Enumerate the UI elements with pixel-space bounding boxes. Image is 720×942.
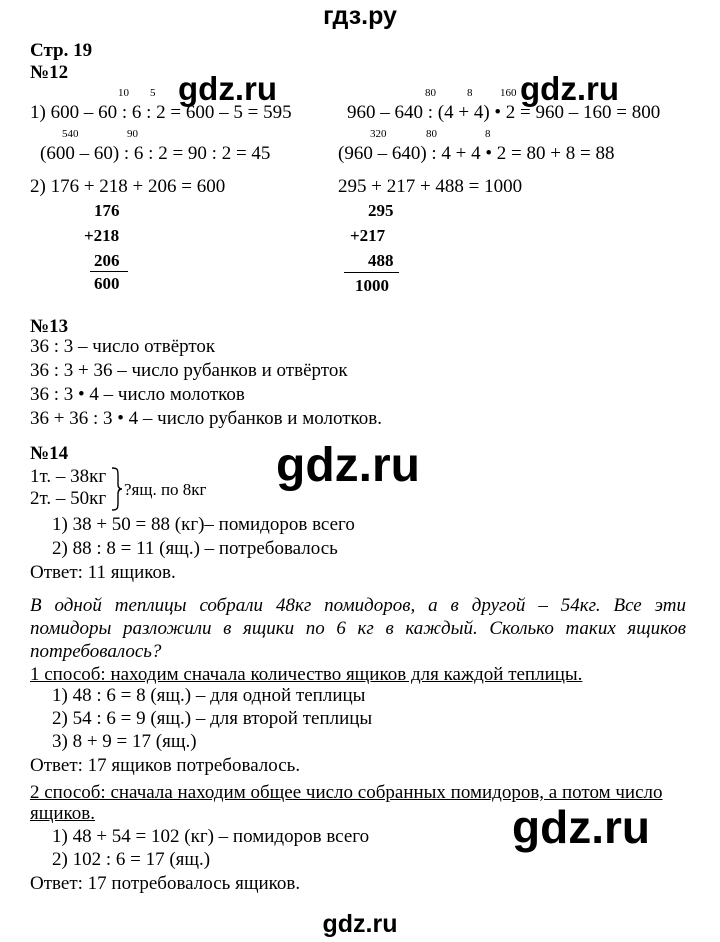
task-text: В одной теплицы собрали 48кг помидоров, а в другой – 54кг. Все эти xyxy=(30,595,686,616)
solution-step: 2) 88 : 8 = 11 (ящ.) – потребовалось xyxy=(52,538,338,559)
watermark: gdz.ru xyxy=(512,801,650,853)
answer-line: Ответ: 17 ящиков потребовалось. xyxy=(30,755,301,776)
superscript: 540 xyxy=(62,128,79,140)
condition-line: 2т. – 50кг xyxy=(30,488,107,509)
superscript: 160 xyxy=(500,87,517,99)
sum-line xyxy=(90,271,128,272)
text-line: 36 : 3 – число отвёрток xyxy=(30,336,216,357)
equation-line: 1) 600 – 60 : 6 : 2 = 600 – 5 = 595 xyxy=(30,102,292,123)
equation-line: (960 – 640) : 4 + 4 • 2 = 80 + 8 = 88 xyxy=(338,143,615,164)
column-number: 488 xyxy=(368,251,394,270)
column-number: 206 xyxy=(94,251,120,270)
text-line: 36 + 36 : 3 • 4 – число рубанков и молотков. xyxy=(30,408,383,429)
solution-step: 2) 102 : 6 = 17 (ящ.) xyxy=(52,849,211,870)
page-label: Стр. 19 xyxy=(30,40,93,61)
site-header: гдз.ру xyxy=(323,2,397,30)
superscript: 8 xyxy=(485,128,491,140)
solution-step: 1) 38 + 50 = 88 (кг)– помидоров всего xyxy=(52,514,355,535)
solution-step: 1) 48 + 54 = 102 (кг) – помидоров всего xyxy=(52,826,370,847)
column-number: +217 xyxy=(350,226,386,245)
answer-line: Ответ: 11 ящиков. xyxy=(30,562,176,583)
column-number: 600 xyxy=(94,274,120,293)
sum-line xyxy=(344,272,399,273)
superscript: 320 xyxy=(370,128,387,140)
column-number: 295 xyxy=(368,201,394,220)
n12-title: №12 xyxy=(30,62,69,83)
footer-watermark: gdz.ru xyxy=(322,910,398,938)
solution-step: 2) 54 : 6 = 9 (ящ.) – для второй теплицы xyxy=(52,708,373,729)
text-line: 36 : 3 • 4 – число молотков xyxy=(30,384,245,405)
column-number: 1000 xyxy=(355,276,389,295)
column-number: +218 xyxy=(84,226,120,245)
method-title: 1 способ: находим сначала количество ящиков для каждой теплицы. xyxy=(30,664,583,685)
n14-title: №14 xyxy=(30,443,69,464)
superscript: 10 xyxy=(118,87,129,99)
watermark: gdz.ru xyxy=(520,70,619,107)
task-text: помидоры разложили в ящики по 6 кг в каждый. Сколько таких ящиков xyxy=(30,618,686,639)
superscript: 80 xyxy=(425,87,436,99)
equation-line: (600 – 60) : 6 : 2 = 90 : 2 = 45 xyxy=(40,143,271,164)
solution-step: 1) 48 : 6 = 8 (ящ.) – для одной теплицы xyxy=(52,685,366,706)
task-text: потребовалось? xyxy=(30,641,162,662)
watermark: gdz.ru xyxy=(178,70,277,107)
method-title: ящиков. xyxy=(30,803,96,824)
superscript: 90 xyxy=(127,128,138,140)
equation-line: 960 – 640 : (4 + 4) • 2 = 960 – 160 = 800 xyxy=(347,102,661,123)
answer-line: Ответ: 17 потребовалось ящиков. xyxy=(30,873,301,894)
column-number: 176 xyxy=(94,201,120,220)
solution-step: 3) 8 + 9 = 17 (ящ.) xyxy=(52,731,197,752)
question-text: ?ящ. по 8кг xyxy=(124,480,207,499)
watermark: gdz.ru xyxy=(276,439,420,492)
text-line: 36 : 3 + 36 – число рубанков и отвёрток xyxy=(30,360,348,381)
n13-title: №13 xyxy=(30,316,69,337)
superscript: 5 xyxy=(150,87,156,99)
superscript: 8 xyxy=(467,87,473,99)
superscript: 80 xyxy=(426,128,437,140)
equation-line: 295 + 217 + 488 = 1000 xyxy=(338,176,523,197)
condition-line: 1т. – 38кг xyxy=(30,466,107,487)
equation-line: 2) 176 + 218 + 206 = 600 xyxy=(30,176,226,197)
method-title: 2 способ: сначала находим общее число собранных помидоров, а потом число xyxy=(30,782,663,803)
curly-brace xyxy=(110,466,124,512)
